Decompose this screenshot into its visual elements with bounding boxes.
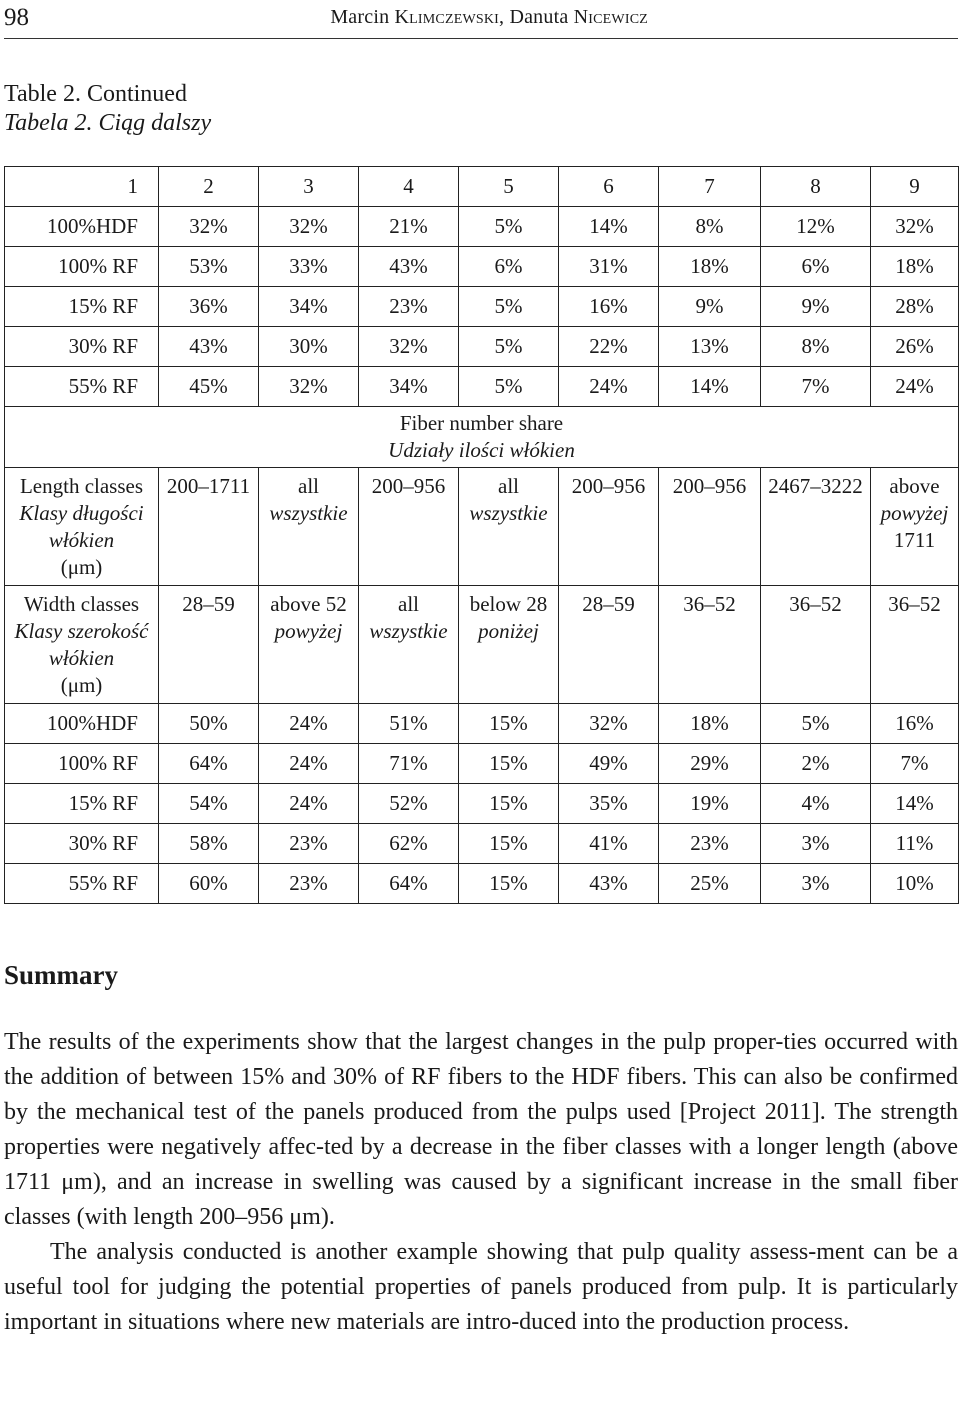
fiber-share-row <box>5 407 959 468</box>
length-classes-label <box>5 468 159 586</box>
table-cell: 36% <box>159 287 259 327</box>
length-c2: 200–1711 <box>159 468 259 586</box>
table-cell: 6% <box>459 247 559 287</box>
table-cell: 16% <box>559 287 659 327</box>
table-cell: 34% <box>259 287 359 327</box>
table-cell: 23% <box>359 287 459 327</box>
table-cell: 15% <box>459 744 559 784</box>
table-cell: 5% <box>459 207 559 247</box>
author1-first: Marcin <box>330 6 390 28</box>
data-table <box>4 166 959 904</box>
table-cell: 22% <box>559 327 659 367</box>
table-cell: 28% <box>871 287 959 327</box>
table-cell: 13% <box>659 327 761 367</box>
table-cell: 11% <box>871 824 959 864</box>
table-cell: 14% <box>659 367 761 407</box>
length-c3-en: all <box>298 474 319 498</box>
table-cell: 32% <box>259 207 359 247</box>
table-cell: 58% <box>159 824 259 864</box>
author2-first: Danuta <box>509 6 569 28</box>
row-label: 15% RF <box>5 287 159 327</box>
width-c5-en: below 28 <box>469 592 548 616</box>
table-row <box>5 287 959 327</box>
length-c9-val: 1711 <box>893 528 936 552</box>
width-c2: 28–59 <box>159 586 259 704</box>
fiber-share-title <box>5 407 959 468</box>
table-cell: 3% <box>761 824 871 864</box>
table-cell: 12% <box>761 207 871 247</box>
table-cell: 5% <box>761 704 871 744</box>
table-cell: 5% <box>459 367 559 407</box>
table-row <box>5 327 959 367</box>
table-cell: 8% <box>659 207 761 247</box>
table-cell: 9% <box>761 287 871 327</box>
table-cell: 15% <box>459 864 559 904</box>
bottom-rows <box>5 704 959 904</box>
table-cell: 49% <box>559 744 659 784</box>
fiber-share-pl: Udziały ilości włókien <box>388 438 575 462</box>
width-c3-en: above 52 <box>270 592 347 616</box>
table-cell: 5% <box>459 327 559 367</box>
column-number: 9 <box>871 167 959 207</box>
table-cell: 16% <box>871 704 959 744</box>
column-number: 2 <box>159 167 259 207</box>
length-c5-en: all <box>498 474 519 498</box>
table-cell: 2% <box>761 744 871 784</box>
summary-body <box>4 1025 958 1340</box>
author-separator: , <box>499 6 510 28</box>
table-cell: 8% <box>761 327 871 367</box>
table-cell: 50% <box>159 704 259 744</box>
length-c7: 200–956 <box>659 468 761 586</box>
table-caption <box>4 80 211 138</box>
width-c3-pl: powyżej <box>274 619 343 643</box>
summary-paragraph-2: The analysis conducted is another example showing that pulp quality assess-ment can be a useful tool for judging the potential properties of panels produced from pulp. It is particularly important in situations where new materials are intro-duced into the production process. <box>4 1239 958 1335</box>
table-row <box>5 784 959 824</box>
width-c9: 36–52 <box>871 586 959 704</box>
length-c4: 200–956 <box>359 468 459 586</box>
table-cell: 6% <box>761 247 871 287</box>
table-cell: 15% <box>459 784 559 824</box>
table-cell: 7% <box>871 744 959 784</box>
table-cell: 3% <box>761 864 871 904</box>
column-number: 4 <box>359 167 459 207</box>
table-cell: 32% <box>259 367 359 407</box>
table-cell: 21% <box>359 207 459 247</box>
length-c5-pl: wszystkie <box>469 501 548 525</box>
table-cell: 5% <box>459 287 559 327</box>
summary-heading: Summary <box>4 960 118 990</box>
table-cell: 35% <box>559 784 659 824</box>
length-label-pl-1: Klasy długości <box>19 501 144 525</box>
table-cell: 64% <box>159 744 259 784</box>
table-cell: 43% <box>559 864 659 904</box>
caption-english: Table 2. Continued <box>4 81 187 107</box>
table-cell: 14% <box>559 207 659 247</box>
table-cell: 30% <box>259 327 359 367</box>
width-c6: 28–59 <box>559 586 659 704</box>
table-cell: 18% <box>659 704 761 744</box>
length-label-en: Length classes <box>19 474 144 498</box>
table-cell: 24% <box>259 744 359 784</box>
row-label: 100% RF <box>5 744 159 784</box>
fiber-share-en: Fiber number share <box>399 411 564 435</box>
table-cell: 23% <box>659 824 761 864</box>
table-cell: 26% <box>871 327 959 367</box>
column-number: 6 <box>559 167 659 207</box>
width-classes-row <box>5 586 959 704</box>
table-cell: 41% <box>559 824 659 864</box>
table-cell: 24% <box>559 367 659 407</box>
width-unit: (μm) <box>60 673 103 697</box>
table-row <box>5 207 959 247</box>
width-c7: 36–52 <box>659 586 761 704</box>
table-cell: 43% <box>159 327 259 367</box>
length-c9 <box>871 468 959 586</box>
caption-polish: Tabela 2. Ciąg dalszy <box>4 110 212 136</box>
table-cell: 32% <box>159 207 259 247</box>
length-c9-en: above <box>889 474 940 498</box>
width-c4 <box>359 586 459 704</box>
table-cell: 53% <box>159 247 259 287</box>
table-cell: 31% <box>559 247 659 287</box>
length-c3 <box>259 468 359 586</box>
table-cell: 71% <box>359 744 459 784</box>
width-label-pl-2: włókien <box>48 646 115 670</box>
length-c6: 200–956 <box>559 468 659 586</box>
width-c4-en: all <box>398 592 419 616</box>
running-head-authors <box>330 6 648 29</box>
table-cell: 62% <box>359 824 459 864</box>
column-number-row <box>5 167 959 207</box>
column-number: 3 <box>259 167 359 207</box>
page-number: 98 <box>4 4 29 31</box>
length-c5 <box>459 468 559 586</box>
table-cell: 32% <box>871 207 959 247</box>
author1-last-rest: limczewski <box>409 6 500 28</box>
table-cell: 7% <box>761 367 871 407</box>
table-cell: 60% <box>159 864 259 904</box>
table-cell: 19% <box>659 784 761 824</box>
width-c5-pl: poniżej <box>478 619 539 643</box>
table-cell: 23% <box>259 864 359 904</box>
row-label: 30% RF <box>5 824 159 864</box>
row-label: 55% RF <box>5 367 159 407</box>
table-cell: 9% <box>659 287 761 327</box>
table-cell: 34% <box>359 367 459 407</box>
table-cell: 32% <box>359 327 459 367</box>
table-cell: 51% <box>359 704 459 744</box>
table-row <box>5 704 959 744</box>
table-row <box>5 247 959 287</box>
summary-paragraph-1: The results of the experiments show that the largest changes in the pulp proper-ties occurred with the addition of between 15% and 30% of RF fibers to the HDF fibers. This can also be confirmed by the mechanical test of the panels produced from the pulps used [Project 2011]. The strength properties were negatively affec-ted by a decrease in the fiber classes with a longer length (above 1711 μm), and an increase in swelling was caused by a significant increase in the small fiber classes (with length 200–956 μm). <box>4 1029 958 1230</box>
table-cell: 10% <box>871 864 959 904</box>
table-row <box>5 744 959 784</box>
table-cell: 29% <box>659 744 761 784</box>
column-number: 7 <box>659 167 761 207</box>
row-label: 55% RF <box>5 864 159 904</box>
table-cell: 43% <box>359 247 459 287</box>
table-cell: 32% <box>559 704 659 744</box>
header-rule <box>4 38 958 39</box>
table-cell: 15% <box>459 824 559 864</box>
table-cell: 52% <box>359 784 459 824</box>
author2-last-rest: icewicz <box>588 6 648 28</box>
length-classes-row <box>5 468 959 586</box>
author2-last-initial: N <box>573 6 589 28</box>
width-c3 <box>259 586 359 704</box>
table-cell: 64% <box>359 864 459 904</box>
author1-last-initial: K <box>394 6 410 28</box>
length-c9-pl: powyżej <box>880 501 949 525</box>
width-c5 <box>459 586 559 704</box>
table-cell: 33% <box>259 247 359 287</box>
table-cell: 15% <box>459 704 559 744</box>
length-label-pl-2: włókien <box>48 528 115 552</box>
column-number: 5 <box>459 167 559 207</box>
top-rows <box>5 207 959 407</box>
table-row <box>5 864 959 904</box>
row-label: 30% RF <box>5 327 159 367</box>
column-number: 8 <box>761 167 871 207</box>
table-cell: 18% <box>871 247 959 287</box>
table-row <box>5 824 959 864</box>
width-c8: 36–52 <box>761 586 871 704</box>
length-c3-pl: wszystkie <box>269 501 348 525</box>
table-cell: 4% <box>761 784 871 824</box>
table-cell: 24% <box>871 367 959 407</box>
column-number: 1 <box>5 167 159 207</box>
table-row <box>5 367 959 407</box>
table-cell: 14% <box>871 784 959 824</box>
table-cell: 24% <box>259 784 359 824</box>
table-cell: 45% <box>159 367 259 407</box>
width-label-pl-1: Klasy szerokość <box>14 619 149 643</box>
width-c4-pl: wszystkie <box>369 619 448 643</box>
row-label: 100%HDF <box>5 704 159 744</box>
length-unit: (μm) <box>60 555 103 579</box>
table-cell: 25% <box>659 864 761 904</box>
table-cell: 54% <box>159 784 259 824</box>
width-label-en: Width classes <box>23 592 140 616</box>
row-label: 100%HDF <box>5 207 159 247</box>
table-cell: 23% <box>259 824 359 864</box>
row-label: 100% RF <box>5 247 159 287</box>
table-cell: 24% <box>259 704 359 744</box>
length-c8: 2467–3222 <box>761 468 871 586</box>
width-classes-label <box>5 586 159 704</box>
table-cell: 18% <box>659 247 761 287</box>
page-header <box>0 0 960 36</box>
row-label: 15% RF <box>5 784 159 824</box>
